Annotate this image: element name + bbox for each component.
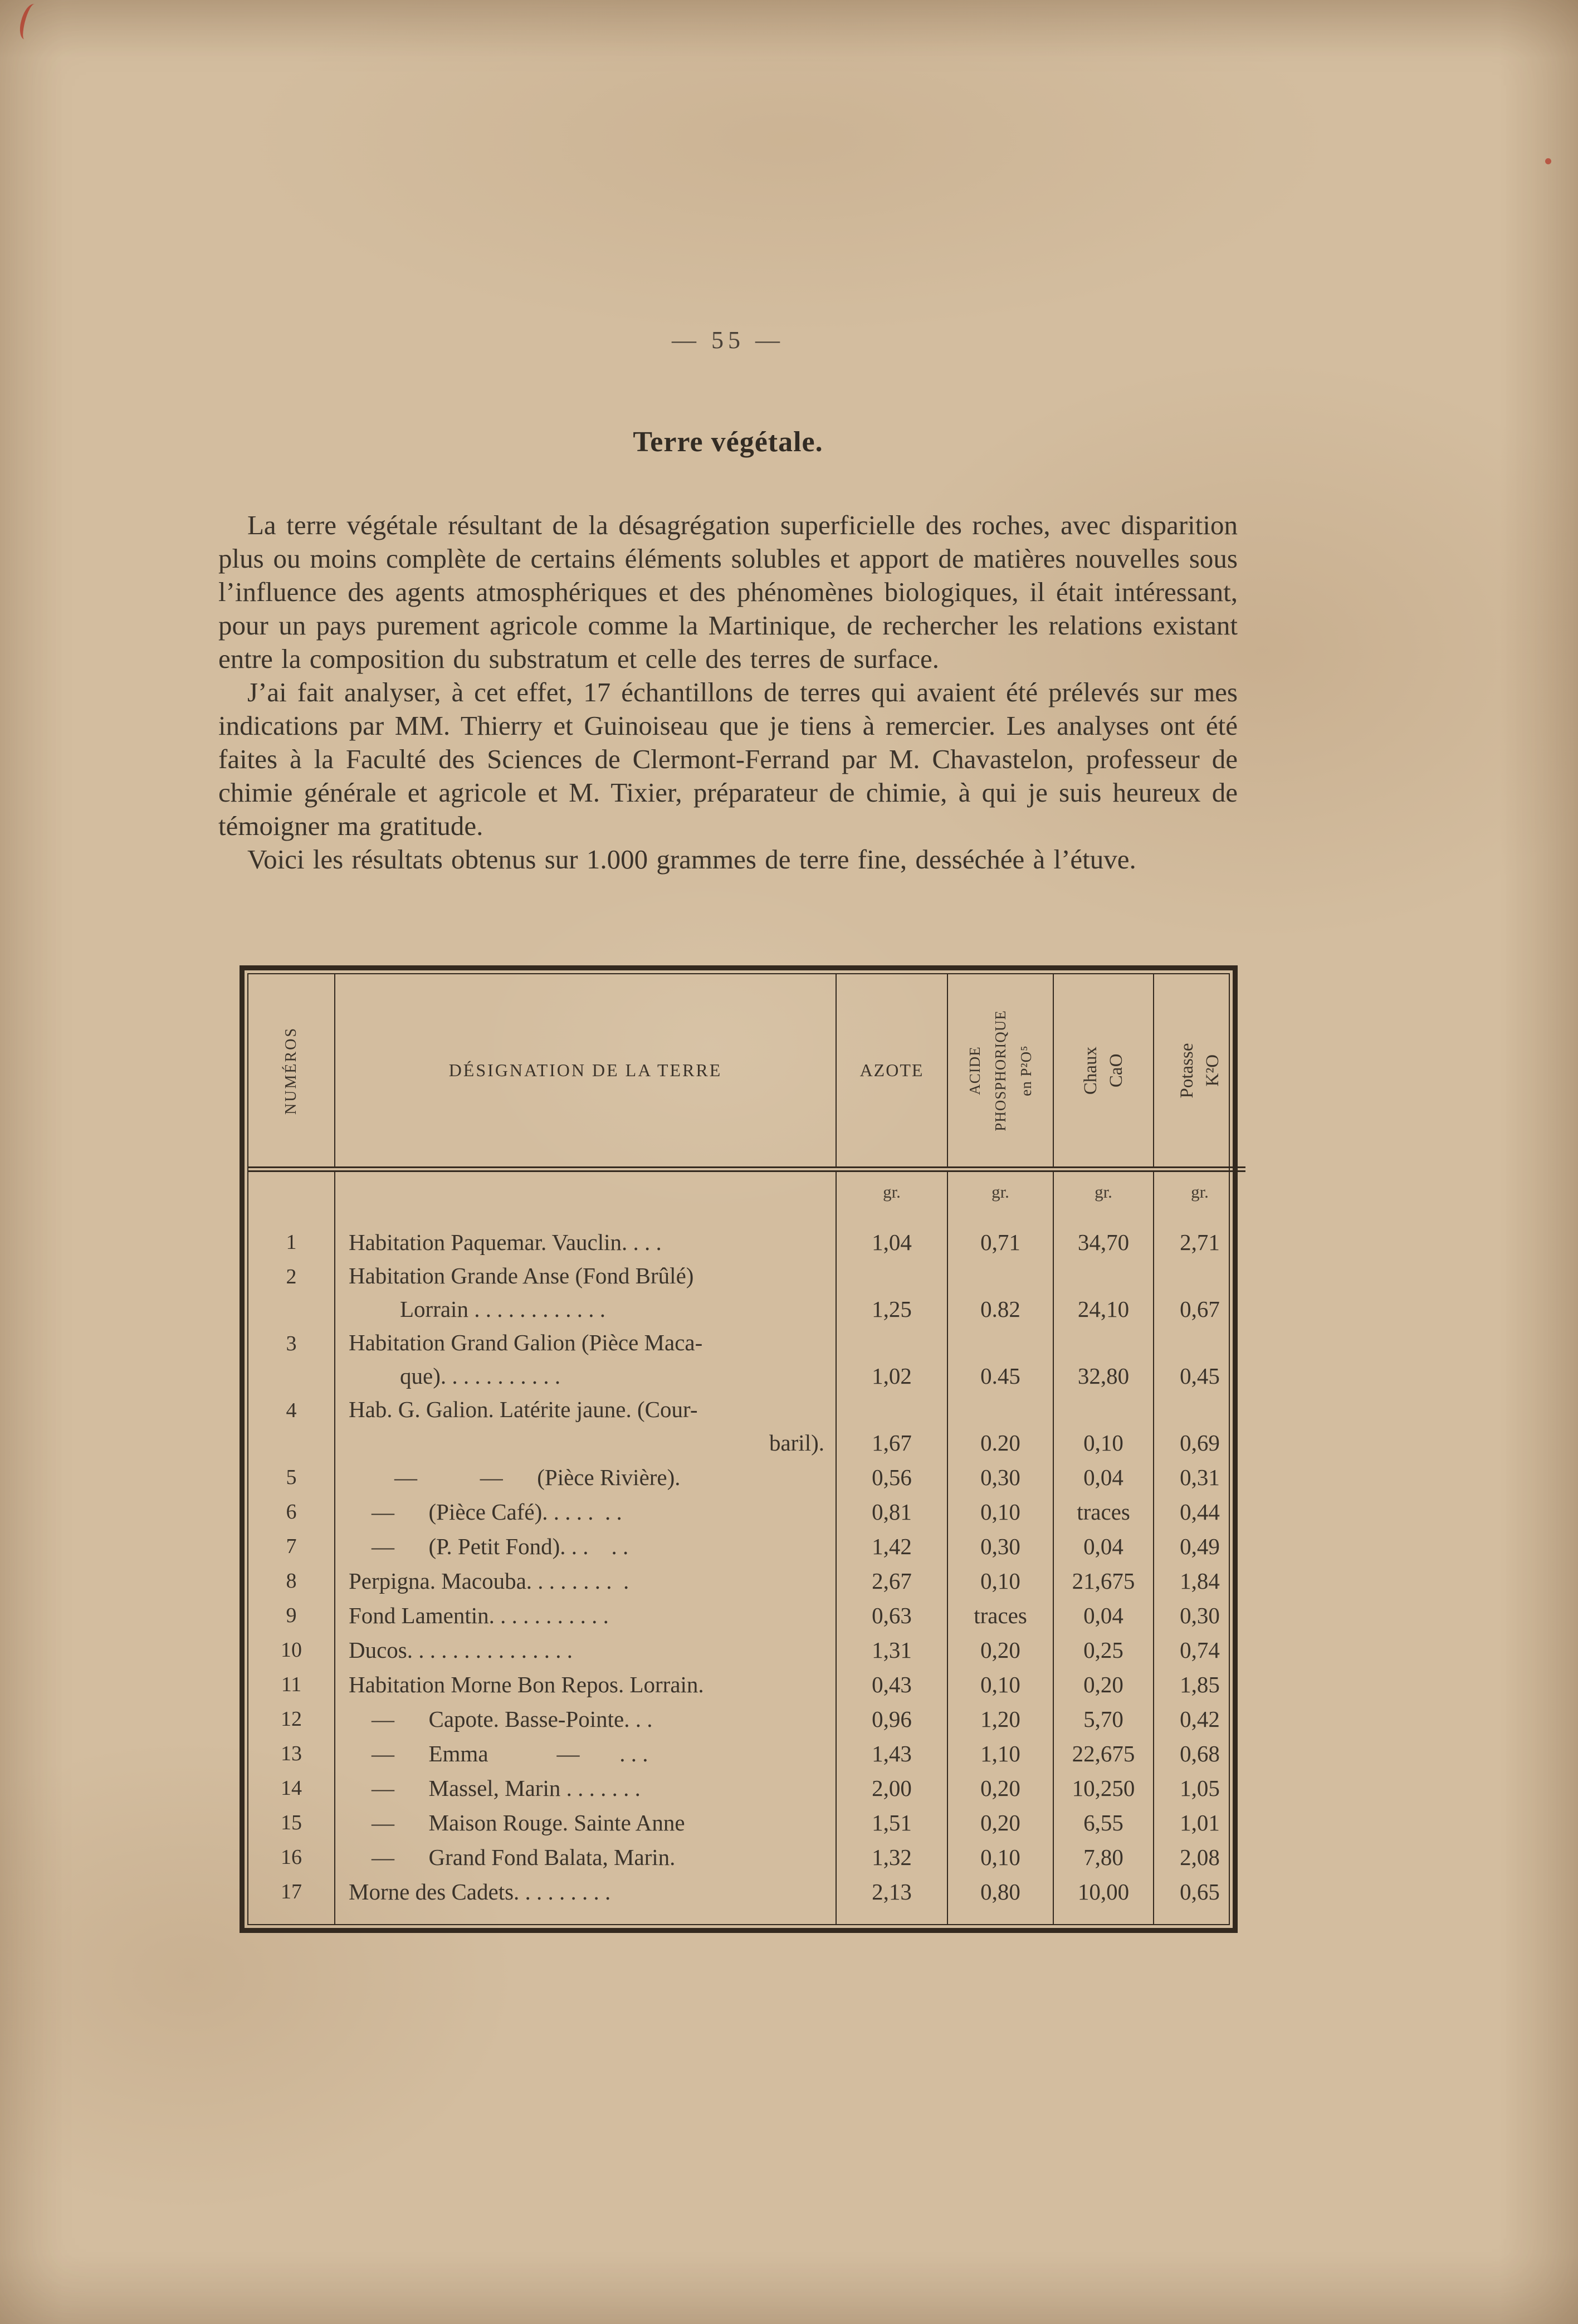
table-row [248,1736,1245,1770]
cell-acide-phosphorique: 1,20 [947,1701,1053,1736]
cell-chaux: 6,55 [1053,1805,1154,1839]
table-body [248,1224,1245,1924]
cell-acide-phosphorique: 0,30 [947,1529,1053,1563]
page-content [218,326,1238,1933]
cell-designation: — Grand Fond Balata, Marin. [335,1839,836,1874]
cell-acide-phosphorique: 0,30 [947,1459,1053,1494]
cell-azote: 1,02 [836,1326,947,1393]
cell-numero: 12 [281,1707,302,1731]
cell-chaux: 7,80 [1053,1839,1154,1874]
cell-azote: 0,96 [836,1701,947,1736]
cell-designation: — (Pièce Café). . . . . . . [335,1494,836,1529]
cell-numero: 11 [281,1673,302,1696]
cell-potasse: 0,74 [1154,1632,1245,1667]
col-header-numeros: NUMÉROS [248,974,335,1169]
cell-potasse: 1,85 [1154,1667,1245,1701]
cell-chaux: 10,250 [1053,1770,1154,1805]
units-empty [248,1169,335,1224]
unit-azote: gr. [836,1169,947,1224]
cell-numero: 2 [286,1265,297,1288]
cell-azote: 0,63 [836,1598,947,1632]
cell-designation: — Emma — . . . [335,1736,836,1770]
cell-acide-phosphorique: traces [947,1598,1053,1632]
cell-potasse: 1,84 [1154,1563,1245,1598]
cell-designation: Habitation Morne Bon Repos. Lorrain. [335,1667,836,1701]
paragraph-3: Voici les résultats obtenus sur 1.000 grammes de terre fine, desséchée à l’étuve. [247,844,1136,875]
table-row [248,1259,1245,1326]
paragraph-1: La terre végétale résultant de la désagrégation superficielle des roches, avec disparition plus ou moins complète de certains éléments solubles et apport de matières nouvelles sous l’influence des agents atmosphériques et des phénomènes biologiques, il était intéressant, pour un pays purement agricole comme la Martinique, de rechercher les relations existant entre la composition du substratum et celle des terres de surface. [218,510,1238,674]
cell-acide-phosphorique: 0,20 [947,1632,1053,1667]
units-empty [335,1169,836,1224]
cell-azote: 1,25 [836,1259,947,1326]
unit-chaux: gr. [1053,1169,1154,1224]
table-row [248,1494,1245,1529]
cell-potasse: 1,01 [1154,1805,1245,1839]
cell-azote: 1,31 [836,1632,947,1667]
col-header-chaux: Chaux CaO [1053,974,1154,1169]
cell-numero: 3 [286,1332,297,1355]
cell-potasse: 0,69 [1154,1393,1245,1459]
cell-acide-phosphorique: 0,10 [947,1494,1053,1529]
cell-designation: Perpigna. Macouba. . . . . . . . . [335,1563,836,1598]
cell-numero: 6 [286,1500,297,1524]
cell-designation: Morne des Cadets. . . . . . . . . [335,1874,836,1924]
cell-numero: 16 [281,1845,302,1869]
cell-potasse: 1,05 [1154,1770,1245,1805]
table-row [248,1805,1245,1839]
table-inner-border [247,973,1230,1925]
cell-designation: — — (Pièce Rivière). [335,1459,836,1494]
table-row [248,1839,1245,1874]
cell-potasse: 0,31 [1154,1459,1245,1494]
cell-azote: 1,67 [836,1393,947,1459]
cell-azote: 2,67 [836,1563,947,1598]
cell-chaux: 21,675 [1053,1563,1154,1598]
page-title: Terre végétale. [633,426,823,458]
cell-designation: Habitation Grande Anse (Fond Brûlé) Lorrain . . . . . . . . . . . . [335,1259,836,1326]
cell-chaux: 0,04 [1053,1529,1154,1563]
cell-azote: 0,81 [836,1494,947,1529]
cell-acide-phosphorique: 1,10 [947,1736,1053,1770]
table-row [248,1874,1245,1924]
table-row [248,1563,1245,1598]
cell-acide-phosphorique: 0,20 [947,1805,1053,1839]
table-row [248,1667,1245,1701]
cell-designation: — (P. Petit Fond). . . . . [335,1529,836,1563]
table-header-row [248,974,1245,1169]
cell-numero: 7 [286,1535,297,1558]
cell-numero: 5 [286,1466,297,1489]
cell-acide-phosphorique: 0,10 [947,1563,1053,1598]
table-row [248,1393,1245,1459]
table-row [248,1529,1245,1563]
cell-azote: 1,42 [836,1529,947,1563]
cell-azote: 0,56 [836,1459,947,1494]
units-row [248,1169,1245,1224]
cell-potasse: 0,65 [1154,1874,1245,1924]
col-header-potasse: Potasse K²O [1154,974,1245,1169]
cell-chaux: 5,70 [1053,1701,1154,1736]
cell-numero: 4 [286,1399,297,1422]
soil-analysis-table [240,965,1238,1933]
cell-potasse: 2,08 [1154,1839,1245,1874]
cell-azote: 2,13 [836,1874,947,1924]
paragraph-2: J’ai fait analyser, à cet effet, 17 échantillons de terres qui avaient été prélevés sur mes indications par MM. Thierry et Guinoiseau que je tiens à remercier. Les analyses ont été faites à la Faculté des Sciences de Clermont-Ferrand par M. Chavastelon, professeur de chimie générale et agricole et M. Tixier, préparateur de chimie, à qui je suis heureux de témoigner ma gratitude. [218,677,1238,841]
cell-chaux: traces [1053,1494,1154,1529]
cell-azote: 1,32 [836,1839,947,1874]
cell-potasse: 0,68 [1154,1736,1245,1770]
cell-designation: Habitation Paquemar. Vauclin. . . . [335,1224,836,1259]
cell-numero: 15 [281,1811,302,1834]
cell-azote: 1,51 [836,1805,947,1839]
unit-potasse: gr. [1154,1169,1245,1224]
table-row [248,1224,1245,1259]
table-row [248,1459,1245,1494]
cell-acide-phosphorique: 0.82 [947,1259,1053,1326]
col-header-acide-phosphorique: ACIDE PHOSPHORIQUE en P²O⁵ [947,974,1053,1169]
cell-chaux: 0,10 [1053,1393,1154,1459]
cell-numero: 17 [281,1880,302,1903]
cell-potasse: 0,49 [1154,1529,1245,1563]
cell-chaux: 34,70 [1053,1224,1154,1259]
cell-numero: 13 [281,1742,302,1765]
cell-acide-phosphorique: 0,80 [947,1874,1053,1924]
cell-acide-phosphorique: 0.45 [947,1326,1053,1393]
table-row [248,1632,1245,1667]
cell-numero: 9 [286,1604,297,1627]
table-row [248,1598,1245,1632]
table-row [248,1701,1245,1736]
col-header-designation: DÉSIGNATION DE LA TERRE [335,974,836,1169]
cell-potasse: 0,67 [1154,1259,1245,1326]
cell-numero: 14 [281,1776,302,1800]
red-ink-dot [1545,158,1551,164]
cell-azote: 0,43 [836,1667,947,1701]
cell-designation: — Maison Rouge. Sainte Anne [335,1805,836,1839]
red-ink-mark [17,2,42,41]
cell-numero: 1 [286,1231,297,1254]
table-row [248,1770,1245,1805]
cell-designation: Habitation Grand Galion (Pièce Maca- que). . . . . . . . . . . [335,1326,836,1393]
cell-acide-phosphorique: 0,10 [947,1667,1053,1701]
cell-numero: 8 [286,1569,297,1593]
cell-acide-phosphorique: 0,10 [947,1839,1053,1874]
cell-designation: Ducos. . . . . . . . . . . . . . . [335,1632,836,1667]
cell-potasse: 2,71 [1154,1224,1245,1259]
page-number: — 55 — [672,326,784,354]
cell-acide-phosphorique: 0.20 [947,1393,1053,1459]
cell-designation: Fond Lamentin. . . . . . . . . . . [335,1598,836,1632]
cell-chaux: 0,20 [1053,1667,1154,1701]
cell-chaux: 10,00 [1053,1874,1154,1924]
cell-chaux: 32,80 [1053,1326,1154,1393]
cell-chaux: 24,10 [1053,1259,1154,1326]
unit-acide: gr. [947,1169,1053,1224]
cell-potasse: 0,44 [1154,1494,1245,1529]
cell-numero: 10 [281,1638,302,1662]
cell-potasse: 0,45 [1154,1326,1245,1393]
cell-chaux: 22,675 [1053,1736,1154,1770]
cell-designation: — Massel, Marin . . . . . . . [335,1770,836,1805]
cell-chaux: 0,04 [1053,1598,1154,1632]
cell-designation: — Capote. Basse-Pointe. . . [335,1701,836,1736]
cell-potasse: 0,30 [1154,1598,1245,1632]
cell-azote: 2,00 [836,1770,947,1805]
cell-chaux: 0,25 [1053,1632,1154,1667]
cell-designation: Hab. G. Galion. Latérite jaune. (Cour- baril). [335,1393,836,1459]
cell-azote: 1,04 [836,1224,947,1259]
cell-potasse: 0,42 [1154,1701,1245,1736]
table-row [248,1326,1245,1393]
cell-acide-phosphorique: 0,20 [947,1770,1053,1805]
cell-azote: 1,43 [836,1736,947,1770]
cell-chaux: 0,04 [1053,1459,1154,1494]
col-header-azote: AZOTE [836,974,947,1169]
cell-acide-phosphorique: 0,71 [947,1224,1053,1259]
